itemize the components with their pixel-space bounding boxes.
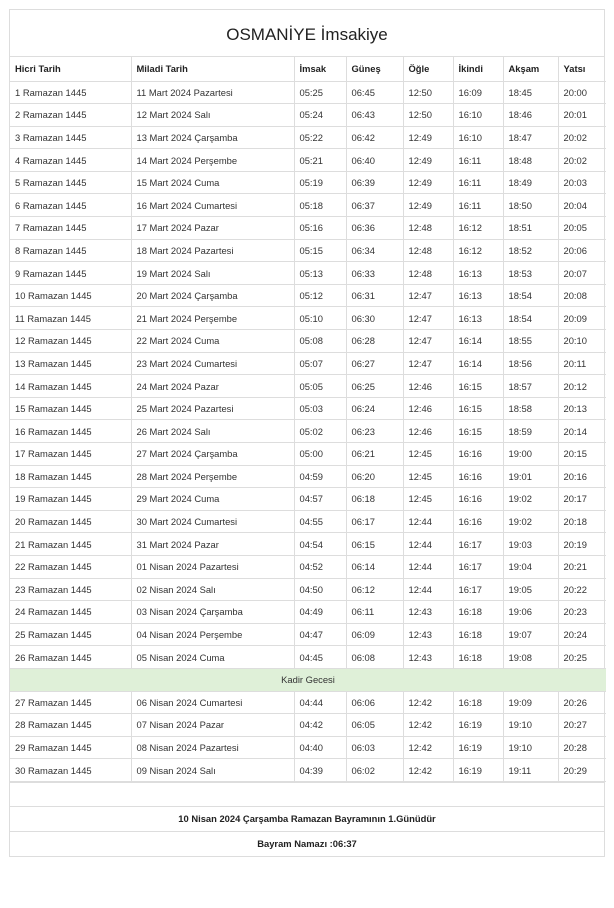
aksam-cell: 19:05 bbox=[503, 578, 558, 601]
gunes-cell: 06:15 bbox=[346, 533, 403, 556]
miladi-date-cell: 17 Mart 2024 Pazar bbox=[131, 217, 294, 240]
imsak-cell: 04:52 bbox=[294, 555, 346, 578]
aksam-cell: 19:01 bbox=[503, 465, 558, 488]
imsak-cell: 05:08 bbox=[294, 330, 346, 353]
hicri-date-cell: 17 Ramazan 1445 bbox=[10, 443, 131, 466]
gunes-cell: 06:27 bbox=[346, 352, 403, 375]
hicri-date-cell: 14 Ramazan 1445 bbox=[10, 375, 131, 398]
miladi-date-cell: 13 Mart 2024 Çarşamba bbox=[131, 126, 294, 149]
yatsi-cell: 20:21 bbox=[558, 555, 606, 578]
ikindi-cell: 16:16 bbox=[453, 465, 503, 488]
yatsi-cell: 20:09 bbox=[558, 307, 606, 330]
imsak-cell: 04:50 bbox=[294, 578, 346, 601]
column-header-imsak: İmsak bbox=[294, 57, 346, 81]
yatsi-cell: 20:26 bbox=[558, 691, 606, 714]
hicri-date-cell: 22 Ramazan 1445 bbox=[10, 555, 131, 578]
yatsi-cell: 20:01 bbox=[558, 104, 606, 127]
hicri-date-cell: 16 Ramazan 1445 bbox=[10, 420, 131, 443]
column-header-gunes: Güneş bbox=[346, 57, 403, 81]
imsak-cell: 04:42 bbox=[294, 714, 346, 737]
ogle-cell: 12:49 bbox=[403, 171, 453, 194]
aksam-cell: 19:06 bbox=[503, 601, 558, 624]
ogle-cell: 12:49 bbox=[403, 149, 453, 172]
aksam-cell: 18:59 bbox=[503, 420, 558, 443]
gunes-cell: 06:43 bbox=[346, 104, 403, 127]
table-row bbox=[10, 397, 606, 420]
miladi-date-cell: 07 Nisan 2024 Pazar bbox=[131, 714, 294, 737]
gunes-cell: 06:17 bbox=[346, 510, 403, 533]
miladi-date-cell: 16 Mart 2024 Cumartesi bbox=[131, 194, 294, 217]
yatsi-cell: 20:05 bbox=[558, 217, 606, 240]
gunes-cell: 06:36 bbox=[346, 217, 403, 240]
ogle-cell: 12:47 bbox=[403, 307, 453, 330]
hicri-date-cell: 13 Ramazan 1445 bbox=[10, 352, 131, 375]
table-row bbox=[10, 420, 606, 443]
aksam-cell: 19:00 bbox=[503, 443, 558, 466]
imsak-cell: 04:54 bbox=[294, 533, 346, 556]
table-row bbox=[10, 375, 606, 398]
yatsi-cell: 20:16 bbox=[558, 465, 606, 488]
ikindi-cell: 16:19 bbox=[453, 714, 503, 737]
hicri-date-cell: 15 Ramazan 1445 bbox=[10, 397, 131, 420]
imsak-cell: 05:15 bbox=[294, 239, 346, 262]
ogle-cell: 12:49 bbox=[403, 194, 453, 217]
yatsi-cell: 20:18 bbox=[558, 510, 606, 533]
yatsi-cell: 20:28 bbox=[558, 736, 606, 759]
table-row bbox=[10, 104, 606, 127]
ikindi-cell: 16:11 bbox=[453, 149, 503, 172]
ikindi-cell: 16:18 bbox=[453, 691, 503, 714]
aksam-cell: 19:04 bbox=[503, 555, 558, 578]
ogle-cell: 12:45 bbox=[403, 488, 453, 511]
hicri-date-cell: 12 Ramazan 1445 bbox=[10, 330, 131, 353]
ogle-cell: 12:43 bbox=[403, 601, 453, 624]
ogle-cell: 12:44 bbox=[403, 510, 453, 533]
kadir-gecesi-row bbox=[10, 668, 606, 691]
imsak-cell: 05:13 bbox=[294, 262, 346, 285]
yatsi-cell: 20:14 bbox=[558, 420, 606, 443]
table-row bbox=[10, 601, 606, 624]
ogle-cell: 12:44 bbox=[403, 533, 453, 556]
aksam-cell: 18:48 bbox=[503, 149, 558, 172]
yatsi-cell: 20:06 bbox=[558, 239, 606, 262]
miladi-date-cell: 20 Mart 2024 Çarşamba bbox=[131, 284, 294, 307]
table-row bbox=[10, 443, 606, 466]
ogle-cell: 12:45 bbox=[403, 443, 453, 466]
miladi-date-cell: 26 Mart 2024 Salı bbox=[131, 420, 294, 443]
miladi-date-cell: 03 Nisan 2024 Çarşamba bbox=[131, 601, 294, 624]
miladi-date-cell: 24 Mart 2024 Pazar bbox=[131, 375, 294, 398]
miladi-date-cell: 28 Mart 2024 Perşembe bbox=[131, 465, 294, 488]
column-header-aksam: Akşam bbox=[503, 57, 558, 81]
ikindi-cell: 16:16 bbox=[453, 488, 503, 511]
table-row bbox=[10, 149, 606, 172]
aksam-cell: 18:55 bbox=[503, 330, 558, 353]
yatsi-cell: 20:25 bbox=[558, 646, 606, 669]
aksam-cell: 19:02 bbox=[503, 488, 558, 511]
yatsi-cell: 20:29 bbox=[558, 759, 606, 782]
miladi-date-cell: 05 Nisan 2024 Cuma bbox=[131, 646, 294, 669]
gunes-cell: 06:23 bbox=[346, 420, 403, 443]
ikindi-cell: 16:09 bbox=[453, 81, 503, 104]
table-row bbox=[10, 691, 606, 714]
yatsi-cell: 20:13 bbox=[558, 397, 606, 420]
ogle-cell: 12:49 bbox=[403, 126, 453, 149]
miladi-date-cell: 25 Mart 2024 Pazartesi bbox=[131, 397, 294, 420]
column-header-ikindi: İkindi bbox=[453, 57, 503, 81]
gunes-cell: 06:37 bbox=[346, 194, 403, 217]
hicri-date-cell: 2 Ramazan 1445 bbox=[10, 104, 131, 127]
hicri-date-cell: 20 Ramazan 1445 bbox=[10, 510, 131, 533]
imsak-cell: 05:18 bbox=[294, 194, 346, 217]
table-row bbox=[10, 330, 606, 353]
hicri-date-cell: 7 Ramazan 1445 bbox=[10, 217, 131, 240]
ogle-cell: 12:46 bbox=[403, 375, 453, 398]
ikindi-cell: 16:14 bbox=[453, 352, 503, 375]
imsakiye-panel bbox=[9, 9, 605, 857]
ogle-cell: 12:44 bbox=[403, 578, 453, 601]
ikindi-cell: 16:13 bbox=[453, 307, 503, 330]
aksam-cell: 19:09 bbox=[503, 691, 558, 714]
imsak-cell: 05:10 bbox=[294, 307, 346, 330]
gunes-cell: 06:05 bbox=[346, 714, 403, 737]
hicri-date-cell: 9 Ramazan 1445 bbox=[10, 262, 131, 285]
table-row bbox=[10, 126, 606, 149]
ogle-cell: 12:50 bbox=[403, 81, 453, 104]
table-row bbox=[10, 217, 606, 240]
ikindi-cell: 16:18 bbox=[453, 623, 503, 646]
miladi-date-cell: 04 Nisan 2024 Perşembe bbox=[131, 623, 294, 646]
miladi-date-cell: 09 Nisan 2024 Salı bbox=[131, 759, 294, 782]
yatsi-cell: 20:08 bbox=[558, 284, 606, 307]
gunes-cell: 06:12 bbox=[346, 578, 403, 601]
gunes-cell: 06:18 bbox=[346, 488, 403, 511]
miladi-date-cell: 31 Mart 2024 Pazar bbox=[131, 533, 294, 556]
miladi-date-cell: 27 Mart 2024 Çarşamba bbox=[131, 443, 294, 466]
aksam-cell: 19:03 bbox=[503, 533, 558, 556]
ogle-cell: 12:47 bbox=[403, 330, 453, 353]
imsak-cell: 05:02 bbox=[294, 420, 346, 443]
ikindi-cell: 16:17 bbox=[453, 533, 503, 556]
table-row bbox=[10, 736, 606, 759]
miladi-date-cell: 11 Mart 2024 Pazartesi bbox=[131, 81, 294, 104]
aksam-cell: 19:07 bbox=[503, 623, 558, 646]
imsak-cell: 04:44 bbox=[294, 691, 346, 714]
miladi-date-cell: 08 Nisan 2024 Pazartesi bbox=[131, 736, 294, 759]
ikindi-cell: 16:13 bbox=[453, 284, 503, 307]
yatsi-cell: 20:07 bbox=[558, 262, 606, 285]
aksam-cell: 18:56 bbox=[503, 352, 558, 375]
imsak-cell: 05:05 bbox=[294, 375, 346, 398]
table-row bbox=[10, 646, 606, 669]
imsak-cell: 04:55 bbox=[294, 510, 346, 533]
yatsi-cell: 20:17 bbox=[558, 488, 606, 511]
table-row bbox=[10, 533, 606, 556]
imsak-cell: 04:47 bbox=[294, 623, 346, 646]
hicri-date-cell: 21 Ramazan 1445 bbox=[10, 533, 131, 556]
hicri-date-cell: 8 Ramazan 1445 bbox=[10, 239, 131, 262]
table-row bbox=[10, 623, 606, 646]
imsak-cell: 05:16 bbox=[294, 217, 346, 240]
ikindi-cell: 16:19 bbox=[453, 759, 503, 782]
yatsi-cell: 20:10 bbox=[558, 330, 606, 353]
table-row bbox=[10, 171, 606, 194]
yatsi-cell: 20:23 bbox=[558, 601, 606, 624]
gunes-cell: 06:28 bbox=[346, 330, 403, 353]
yatsi-cell: 20:12 bbox=[558, 375, 606, 398]
aksam-cell: 18:54 bbox=[503, 307, 558, 330]
gunes-cell: 06:25 bbox=[346, 375, 403, 398]
aksam-cell: 18:52 bbox=[503, 239, 558, 262]
ogle-cell: 12:50 bbox=[403, 104, 453, 127]
ikindi-cell: 16:18 bbox=[453, 601, 503, 624]
gunes-cell: 06:11 bbox=[346, 601, 403, 624]
hicri-date-cell: 29 Ramazan 1445 bbox=[10, 736, 131, 759]
gunes-cell: 06:45 bbox=[346, 81, 403, 104]
yatsi-cell: 20:19 bbox=[558, 533, 606, 556]
gunes-cell: 06:08 bbox=[346, 646, 403, 669]
gunes-cell: 06:20 bbox=[346, 465, 403, 488]
ogle-cell: 12:42 bbox=[403, 714, 453, 737]
ogle-cell: 12:46 bbox=[403, 420, 453, 443]
ikindi-cell: 16:17 bbox=[453, 555, 503, 578]
imsak-cell: 05:12 bbox=[294, 284, 346, 307]
hicri-date-cell: 18 Ramazan 1445 bbox=[10, 465, 131, 488]
hicri-date-cell: 25 Ramazan 1445 bbox=[10, 623, 131, 646]
table-body-after bbox=[10, 691, 606, 781]
aksam-cell: 18:47 bbox=[503, 126, 558, 149]
gunes-cell: 06:42 bbox=[346, 126, 403, 149]
aksam-cell: 18:45 bbox=[503, 81, 558, 104]
ikindi-cell: 16:11 bbox=[453, 171, 503, 194]
table-body-special bbox=[10, 668, 606, 691]
miladi-date-cell: 22 Mart 2024 Cuma bbox=[131, 330, 294, 353]
gunes-cell: 06:21 bbox=[346, 443, 403, 466]
imsak-cell: 04:59 bbox=[294, 465, 346, 488]
aksam-cell: 18:54 bbox=[503, 284, 558, 307]
ogle-cell: 12:42 bbox=[403, 759, 453, 782]
imsak-cell: 05:19 bbox=[294, 171, 346, 194]
column-header-miladi: Miladi Tarih bbox=[131, 57, 294, 81]
hicri-date-cell: 4 Ramazan 1445 bbox=[10, 149, 131, 172]
ikindi-cell: 16:15 bbox=[453, 420, 503, 443]
yatsi-cell: 20:02 bbox=[558, 149, 606, 172]
imsak-cell: 05:24 bbox=[294, 104, 346, 127]
table-row bbox=[10, 465, 606, 488]
imsak-cell: 04:39 bbox=[294, 759, 346, 782]
hicri-date-cell: 5 Ramazan 1445 bbox=[10, 171, 131, 194]
hicri-date-cell: 1 Ramazan 1445 bbox=[10, 81, 131, 104]
hicri-date-cell: 26 Ramazan 1445 bbox=[10, 646, 131, 669]
table-row bbox=[10, 555, 606, 578]
table-row bbox=[10, 352, 606, 375]
miladi-date-cell: 23 Mart 2024 Cumartesi bbox=[131, 352, 294, 375]
ogle-cell: 12:47 bbox=[403, 284, 453, 307]
ikindi-cell: 16:16 bbox=[453, 443, 503, 466]
ikindi-cell: 16:18 bbox=[453, 646, 503, 669]
aksam-cell: 18:51 bbox=[503, 217, 558, 240]
gunes-cell: 06:14 bbox=[346, 555, 403, 578]
aksam-cell: 18:57 bbox=[503, 375, 558, 398]
table-row bbox=[10, 488, 606, 511]
table-row bbox=[10, 194, 606, 217]
aksam-cell: 18:53 bbox=[503, 262, 558, 285]
aksam-cell: 19:11 bbox=[503, 759, 558, 782]
ikindi-cell: 16:14 bbox=[453, 330, 503, 353]
aksam-cell: 18:49 bbox=[503, 171, 558, 194]
yatsi-cell: 20:11 bbox=[558, 352, 606, 375]
table-row bbox=[10, 262, 606, 285]
gunes-cell: 06:03 bbox=[346, 736, 403, 759]
hicri-date-cell: 11 Ramazan 1445 bbox=[10, 307, 131, 330]
aksam-cell: 19:10 bbox=[503, 714, 558, 737]
column-header-hicri: Hicri Tarih bbox=[10, 57, 131, 81]
column-header-yatsi: Yatsı bbox=[558, 57, 606, 81]
table-spacer bbox=[10, 782, 604, 806]
hicri-date-cell: 6 Ramazan 1445 bbox=[10, 194, 131, 217]
table-row bbox=[10, 307, 606, 330]
table-row bbox=[10, 239, 606, 262]
imsak-cell: 05:00 bbox=[294, 443, 346, 466]
miladi-date-cell: 02 Nisan 2024 Salı bbox=[131, 578, 294, 601]
gunes-cell: 06:02 bbox=[346, 759, 403, 782]
ogle-cell: 12:43 bbox=[403, 646, 453, 669]
ikindi-cell: 16:13 bbox=[453, 262, 503, 285]
imsak-cell: 04:45 bbox=[294, 646, 346, 669]
ogle-cell: 12:47 bbox=[403, 352, 453, 375]
miladi-date-cell: 14 Mart 2024 Perşembe bbox=[131, 149, 294, 172]
ogle-cell: 12:42 bbox=[403, 736, 453, 759]
gunes-cell: 06:34 bbox=[346, 239, 403, 262]
table-row bbox=[10, 510, 606, 533]
aksam-cell: 18:58 bbox=[503, 397, 558, 420]
page-title: OSMANİYE İmsakiye bbox=[10, 10, 604, 57]
yatsi-cell: 20:24 bbox=[558, 623, 606, 646]
ikindi-cell: 16:15 bbox=[453, 397, 503, 420]
ogle-cell: 12:48 bbox=[403, 262, 453, 285]
ikindi-cell: 16:12 bbox=[453, 217, 503, 240]
aksam-cell: 18:46 bbox=[503, 104, 558, 127]
yatsi-cell: 20:22 bbox=[558, 578, 606, 601]
table-row bbox=[10, 714, 606, 737]
ikindi-cell: 16:12 bbox=[453, 239, 503, 262]
kadir-gecesi-label: Kadir Gecesi bbox=[10, 668, 606, 691]
miladi-date-cell: 29 Mart 2024 Cuma bbox=[131, 488, 294, 511]
bayram-namazi: Bayram Namazı :06:37 bbox=[10, 831, 604, 856]
gunes-cell: 06:40 bbox=[346, 149, 403, 172]
hicri-date-cell: 28 Ramazan 1445 bbox=[10, 714, 131, 737]
yatsi-cell: 20:02 bbox=[558, 126, 606, 149]
imsak-cell: 04:57 bbox=[294, 488, 346, 511]
aksam-cell: 19:08 bbox=[503, 646, 558, 669]
table-row bbox=[10, 284, 606, 307]
ogle-cell: 12:43 bbox=[403, 623, 453, 646]
gunes-cell: 06:30 bbox=[346, 307, 403, 330]
hicri-date-cell: 10 Ramazan 1445 bbox=[10, 284, 131, 307]
ogle-cell: 12:42 bbox=[403, 691, 453, 714]
miladi-date-cell: 21 Mart 2024 Perşembe bbox=[131, 307, 294, 330]
table-row bbox=[10, 759, 606, 782]
miladi-date-cell: 19 Mart 2024 Salı bbox=[131, 262, 294, 285]
ogle-cell: 12:45 bbox=[403, 465, 453, 488]
aksam-cell: 19:10 bbox=[503, 736, 558, 759]
imsak-cell: 05:07 bbox=[294, 352, 346, 375]
aksam-cell: 19:02 bbox=[503, 510, 558, 533]
ikindi-cell: 16:15 bbox=[453, 375, 503, 398]
ikindi-cell: 16:16 bbox=[453, 510, 503, 533]
imsak-cell: 04:40 bbox=[294, 736, 346, 759]
hicri-date-cell: 24 Ramazan 1445 bbox=[10, 601, 131, 624]
miladi-date-cell: 30 Mart 2024 Cumartesi bbox=[131, 510, 294, 533]
table-header-row bbox=[10, 57, 606, 81]
ogle-cell: 12:46 bbox=[403, 397, 453, 420]
bayram-info: 10 Nisan 2024 Çarşamba Ramazan Bayramının 1.Günüdür bbox=[10, 806, 604, 831]
imsak-cell: 05:21 bbox=[294, 149, 346, 172]
aksam-cell: 18:50 bbox=[503, 194, 558, 217]
yatsi-cell: 20:04 bbox=[558, 194, 606, 217]
hicri-date-cell: 27 Ramazan 1445 bbox=[10, 691, 131, 714]
prayer-times-table bbox=[10, 57, 606, 782]
hicri-date-cell: 19 Ramazan 1445 bbox=[10, 488, 131, 511]
gunes-cell: 06:24 bbox=[346, 397, 403, 420]
hicri-date-cell: 3 Ramazan 1445 bbox=[10, 126, 131, 149]
yatsi-cell: 20:15 bbox=[558, 443, 606, 466]
table-body-before bbox=[10, 81, 606, 668]
imsak-cell: 04:49 bbox=[294, 601, 346, 624]
miladi-date-cell: 18 Mart 2024 Pazartesi bbox=[131, 239, 294, 262]
ikindi-cell: 16:11 bbox=[453, 194, 503, 217]
miladi-date-cell: 01 Nisan 2024 Pazartesi bbox=[131, 555, 294, 578]
imsak-cell: 05:22 bbox=[294, 126, 346, 149]
miladi-date-cell: 15 Mart 2024 Cuma bbox=[131, 171, 294, 194]
imsak-cell: 05:25 bbox=[294, 81, 346, 104]
yatsi-cell: 20:00 bbox=[558, 81, 606, 104]
gunes-cell: 06:06 bbox=[346, 691, 403, 714]
ikindi-cell: 16:17 bbox=[453, 578, 503, 601]
gunes-cell: 06:33 bbox=[346, 262, 403, 285]
ikindi-cell: 16:10 bbox=[453, 126, 503, 149]
table-row bbox=[10, 578, 606, 601]
yatsi-cell: 20:03 bbox=[558, 171, 606, 194]
ogle-cell: 12:44 bbox=[403, 555, 453, 578]
hicri-date-cell: 23 Ramazan 1445 bbox=[10, 578, 131, 601]
gunes-cell: 06:09 bbox=[346, 623, 403, 646]
yatsi-cell: 20:27 bbox=[558, 714, 606, 737]
ikindi-cell: 16:10 bbox=[453, 104, 503, 127]
table-row bbox=[10, 81, 606, 104]
ogle-cell: 12:48 bbox=[403, 217, 453, 240]
hicri-date-cell: 30 Ramazan 1445 bbox=[10, 759, 131, 782]
imsak-cell: 05:03 bbox=[294, 397, 346, 420]
miladi-date-cell: 12 Mart 2024 Salı bbox=[131, 104, 294, 127]
gunes-cell: 06:39 bbox=[346, 171, 403, 194]
ikindi-cell: 16:19 bbox=[453, 736, 503, 759]
ogle-cell: 12:48 bbox=[403, 239, 453, 262]
column-header-ogle: Öğle bbox=[403, 57, 453, 81]
miladi-date-cell: 06 Nisan 2024 Cumartesi bbox=[131, 691, 294, 714]
gunes-cell: 06:31 bbox=[346, 284, 403, 307]
